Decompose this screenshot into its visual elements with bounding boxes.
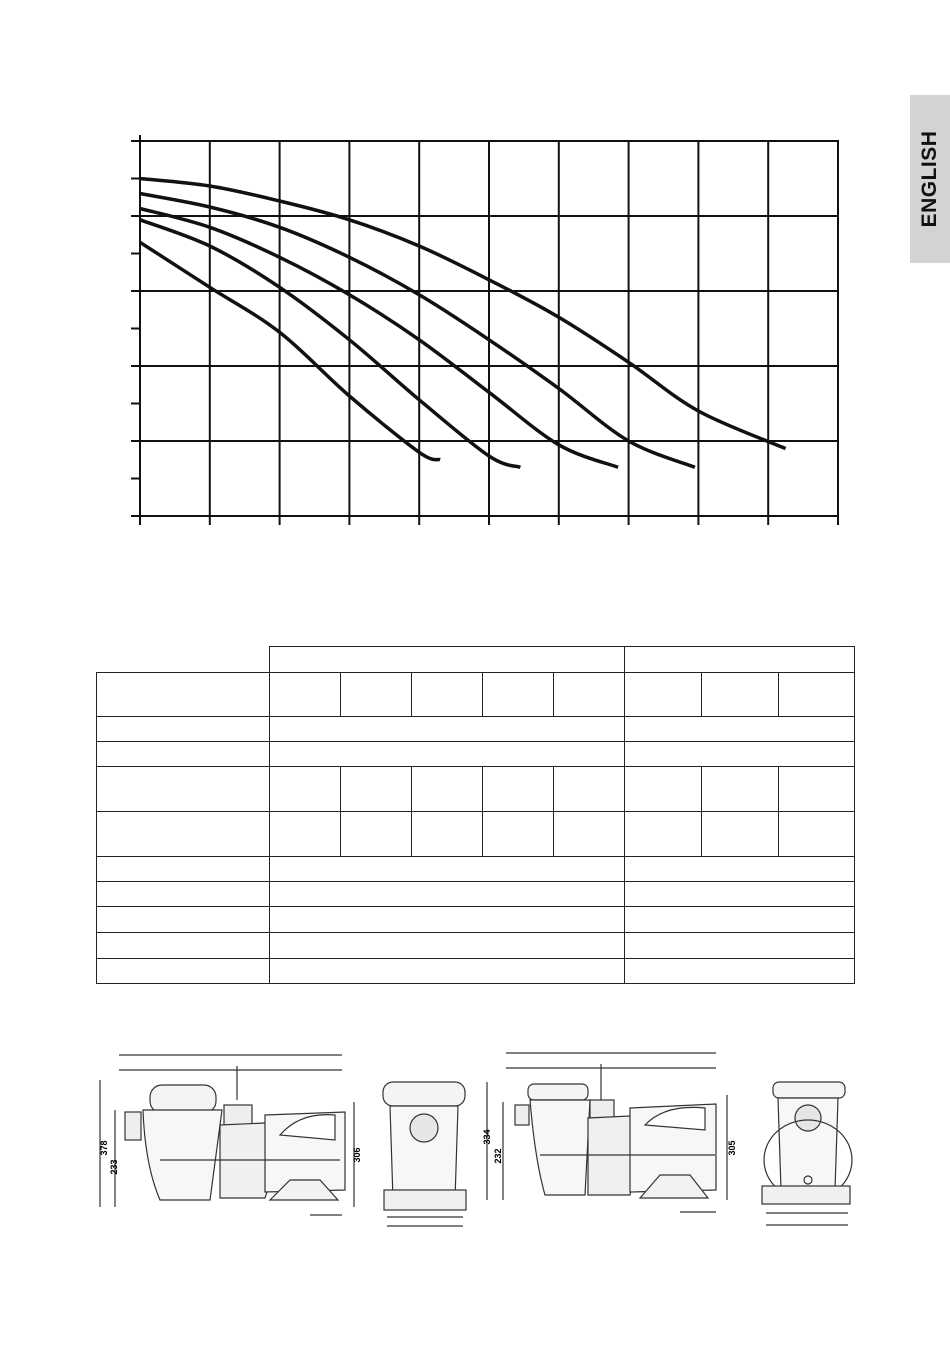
table-cell [341,767,412,812]
table-cell [554,812,625,857]
chart-grid [140,141,838,516]
table-cell [97,933,270,959]
table-cell [97,673,270,717]
table-cell [625,959,855,984]
curve-2 [140,194,695,468]
table-cell [341,812,412,857]
table-cell [625,907,855,933]
table-cell [412,812,483,857]
curve-1 [140,179,786,449]
language-tab-label: ENGLISH [918,130,941,228]
table-row [97,812,855,857]
spec-table [96,646,855,984]
table-cell [97,857,270,882]
table-cell [270,717,625,742]
table-cell [97,907,270,933]
table-cell [625,767,702,812]
table-cell [97,882,270,907]
pump-b-height-outlet: 305 [727,1140,737,1156]
table-cell [341,673,412,717]
table-cell [702,812,779,857]
table-cell [779,812,855,857]
table-cell [702,767,779,812]
pump-drawings [0,1040,950,1240]
table-cell-blank [97,647,270,673]
table-cell [483,767,554,812]
table-group-header-2 [625,647,855,673]
table-group-header-1 [270,647,625,673]
table-cell [270,767,341,812]
table-row [97,882,855,907]
table-row [97,767,855,812]
table-cell [412,767,483,812]
pump-b-height-inlet: 232 [493,1148,503,1164]
table-cell [270,673,341,717]
table-cell [625,673,702,717]
table-cell [483,812,554,857]
table-cell [270,882,625,907]
pump-b-height-total: 334 [482,1129,492,1145]
chart-curves [140,179,786,468]
table-cell [97,812,270,857]
table-cell [270,857,625,882]
table-row [97,673,855,717]
table-cell [779,673,855,717]
table-cell [270,907,625,933]
table-row [97,742,855,767]
pump-a-end-view [383,1082,466,1226]
table-row [97,857,855,882]
table-cell [702,673,779,717]
pump-b-side-view [487,1053,727,1212]
table-cell [625,933,855,959]
table-cell [97,742,270,767]
table-row [97,933,855,959]
table-cell [270,742,625,767]
table-cell [270,959,625,984]
table-cell [483,673,554,717]
performance-chart [0,0,950,560]
table-cell [625,742,855,767]
table-row [97,959,855,984]
table-cell [625,882,855,907]
table-cell [625,717,855,742]
table-cell [412,673,483,717]
table-cell [625,812,702,857]
curve-5 [140,242,440,459]
table-cell [97,767,270,812]
table-cell [625,857,855,882]
pump-a-height-total: 378 [99,1140,109,1156]
table-row [97,717,855,742]
table-row [97,907,855,933]
table-row [97,647,855,673]
table-cell [779,767,855,812]
table-cell [97,959,270,984]
table-cell [554,673,625,717]
chart-ticks [131,135,838,525]
table-cell [554,767,625,812]
pump-b-end-view [762,1082,852,1225]
pump-a-side-view [100,1055,354,1215]
table-cell [97,717,270,742]
table-cell [270,812,341,857]
curve-4 [140,220,520,467]
table-cell [270,933,625,959]
pump-a-height-outlet: 306 [352,1147,362,1163]
pump-a-height-inlet: 233 [109,1159,119,1175]
